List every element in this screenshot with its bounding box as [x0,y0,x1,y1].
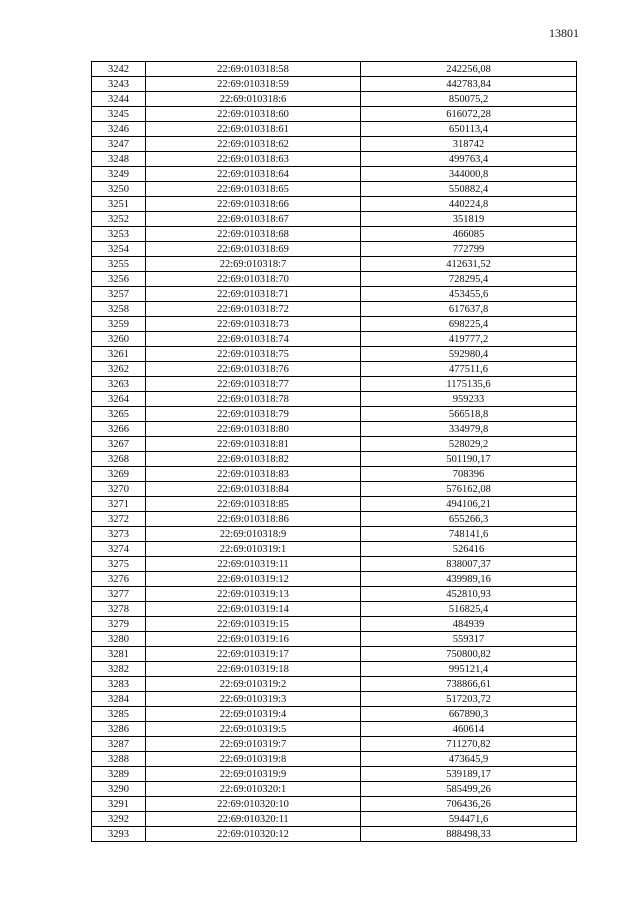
value-cell: 750800,82 [361,647,577,662]
cadastral-number-cell: 22:69:010318:60 [146,107,361,122]
cadastral-number-cell: 22:69:010319:8 [146,752,361,767]
cadastral-number-cell: 22:69:010318:59 [146,77,361,92]
table-row [92,527,577,542]
cadastral-number-cell: 22:69:010318:67 [146,212,361,227]
value-cell: 616072,28 [361,107,577,122]
row-number-cell: 3291 [92,797,146,812]
row-number-cell: 3258 [92,302,146,317]
cadastral-number-cell: 22:69:010318:9 [146,527,361,542]
table-row [92,752,577,767]
value-cell: 440224,8 [361,197,577,212]
cadastral-number-cell: 22:69:010319:2 [146,677,361,692]
table-row [92,302,577,317]
row-number-cell: 3286 [92,722,146,737]
table-row [92,677,577,692]
value-cell: 772799 [361,242,577,257]
value-cell: 592980,4 [361,347,577,362]
table-row [92,392,577,407]
value-cell: 550882,4 [361,182,577,197]
table-row [92,62,577,77]
cadastral-number-cell: 22:69:010318:81 [146,437,361,452]
cadastral-number-cell: 22:69:010318:72 [146,302,361,317]
row-number-cell: 3292 [92,812,146,827]
row-number-cell: 3284 [92,692,146,707]
row-number-cell: 3249 [92,167,146,182]
cadastral-number-cell: 22:69:010319:7 [146,737,361,752]
value-cell: 728295,4 [361,272,577,287]
cadastral-number-cell: 22:69:010318:71 [146,287,361,302]
cadastral-number-cell: 22:69:010318:73 [146,317,361,332]
row-number-cell: 3252 [92,212,146,227]
table-row [92,347,577,362]
value-cell: 344000,8 [361,167,577,182]
value-cell: 738866,61 [361,677,577,692]
value-cell: 526416 [361,542,577,557]
value-cell: 439989,16 [361,572,577,587]
value-cell: 516825,4 [361,602,577,617]
row-number-cell: 3281 [92,647,146,662]
row-number-cell: 3264 [92,392,146,407]
cadastral-number-cell: 22:69:010319:12 [146,572,361,587]
row-number-cell: 3275 [92,557,146,572]
row-number-cell: 3263 [92,377,146,392]
table-row [92,272,577,287]
cadastral-number-cell: 22:69:010318:66 [146,197,361,212]
value-cell: 585499,26 [361,782,577,797]
table-row [92,602,577,617]
cadastral-number-cell: 22:69:010318:68 [146,227,361,242]
value-cell: 494106,21 [361,497,577,512]
row-number-cell: 3282 [92,662,146,677]
row-number-cell: 3251 [92,197,146,212]
table-row [92,152,577,167]
row-number-cell: 3259 [92,317,146,332]
row-number-cell: 3257 [92,287,146,302]
cadastral-number-cell: 22:69:010319:1 [146,542,361,557]
table-row [92,107,577,122]
value-cell: 748141,6 [361,527,577,542]
table-row [92,662,577,677]
table-row [92,497,577,512]
table-row [92,317,577,332]
row-number-cell: 3256 [92,272,146,287]
cadastral-number-cell: 22:69:010318:86 [146,512,361,527]
value-cell: 473645,9 [361,752,577,767]
table-row [92,197,577,212]
table-row [92,182,577,197]
table-row [92,632,577,647]
table-row [92,287,577,302]
cadastral-number-cell: 22:69:010318:80 [146,422,361,437]
cadastral-number-cell: 22:69:010320:1 [146,782,361,797]
table-row [92,617,577,632]
table-row [92,737,577,752]
cadastral-number-cell: 22:69:010318:82 [146,452,361,467]
row-number-cell: 3255 [92,257,146,272]
value-cell: 477511,6 [361,362,577,377]
value-cell: 711270,82 [361,737,577,752]
cadastral-number-cell: 22:69:010318:83 [146,467,361,482]
cadastral-number-cell: 22:69:010318:77 [146,377,361,392]
value-cell: 517203,72 [361,692,577,707]
value-cell: 460614 [361,722,577,737]
value-cell: 995121,4 [361,662,577,677]
table-row [92,227,577,242]
value-cell: 499763,4 [361,152,577,167]
table-row [92,452,577,467]
table-row [92,437,577,452]
table-row [92,212,577,227]
cadastral-number-cell: 22:69:010319:11 [146,557,361,572]
value-cell: 351819 [361,212,577,227]
cadastral-number-cell: 22:69:010318:85 [146,497,361,512]
cadastral-number-cell: 22:69:010320:11 [146,812,361,827]
table-row [92,542,577,557]
cadastral-number-cell: 22:69:010319:13 [146,587,361,602]
value-cell: 318742 [361,137,577,152]
row-number-cell: 3248 [92,152,146,167]
value-cell: 466085 [361,227,577,242]
cadastral-number-cell: 22:69:010318:65 [146,182,361,197]
cadastral-number-cell: 22:69:010318:76 [146,362,361,377]
value-cell: 453455,6 [361,287,577,302]
row-number-cell: 3277 [92,587,146,602]
row-number-cell: 3253 [92,227,146,242]
row-number-cell: 3271 [92,497,146,512]
table-row [92,137,577,152]
table-row [92,407,577,422]
table-row [92,77,577,92]
row-number-cell: 3279 [92,617,146,632]
value-cell: 576162,08 [361,482,577,497]
value-cell: 484939 [361,617,577,632]
data-table [91,61,577,842]
table-row [92,92,577,107]
table-row [92,332,577,347]
cadastral-number-cell: 22:69:010318:62 [146,137,361,152]
row-number-cell: 3254 [92,242,146,257]
value-cell: 667890,3 [361,707,577,722]
value-cell: 888498,33 [361,827,577,842]
table-row [92,797,577,812]
row-number-cell: 3261 [92,347,146,362]
table-row [92,242,577,257]
table-row [92,512,577,527]
table-row [92,122,577,137]
row-number-cell: 3293 [92,827,146,842]
table-row [92,707,577,722]
value-cell: 412631,52 [361,257,577,272]
row-number-cell: 3268 [92,452,146,467]
table-row [92,557,577,572]
cadastral-number-cell: 22:69:010318:74 [146,332,361,347]
cadastral-number-cell: 22:69:010318:64 [146,167,361,182]
value-cell: 708396 [361,467,577,482]
row-number-cell: 3265 [92,407,146,422]
value-cell: 959233 [361,392,577,407]
cadastral-number-cell: 22:69:010318:58 [146,62,361,77]
value-cell: 528029,2 [361,437,577,452]
row-number-cell: 3288 [92,752,146,767]
cadastral-number-cell: 22:69:010318:6 [146,92,361,107]
row-number-cell: 3266 [92,422,146,437]
value-cell: 655266,3 [361,512,577,527]
cadastral-number-cell: 22:69:010319:15 [146,617,361,632]
row-number-cell: 3270 [92,482,146,497]
row-number-cell: 3243 [92,77,146,92]
row-number-cell: 3245 [92,107,146,122]
table-row [92,257,577,272]
value-cell: 242256,08 [361,62,577,77]
row-number-cell: 3244 [92,92,146,107]
cadastral-number-cell: 22:69:010319:4 [146,707,361,722]
cadastral-number-cell: 22:69:010318:63 [146,152,361,167]
row-number-cell: 3267 [92,437,146,452]
value-cell: 566518,8 [361,407,577,422]
cadastral-number-cell: 22:69:010318:79 [146,407,361,422]
row-number-cell: 3274 [92,542,146,557]
table-row [92,692,577,707]
table-row [92,422,577,437]
cadastral-number-cell: 22:69:010318:70 [146,272,361,287]
row-number-cell: 3289 [92,767,146,782]
cadastral-number-cell: 22:69:010319:16 [146,632,361,647]
cadastral-number-cell: 22:69:010318:7 [146,257,361,272]
table-row [92,722,577,737]
row-number-cell: 3283 [92,677,146,692]
table-row [92,812,577,827]
table-row [92,782,577,797]
table-row [92,377,577,392]
row-number-cell: 3269 [92,467,146,482]
cadastral-number-cell: 22:69:010320:10 [146,797,361,812]
row-number-cell: 3273 [92,527,146,542]
value-cell: 539189,17 [361,767,577,782]
page-number: 13801 [549,26,579,40]
cadastral-number-cell: 22:69:010318:84 [146,482,361,497]
value-cell: 1175135,6 [361,377,577,392]
table-row [92,647,577,662]
cadastral-number-cell: 22:69:010318:78 [146,392,361,407]
row-number-cell: 3250 [92,182,146,197]
cadastral-number-cell: 22:69:010319:9 [146,767,361,782]
table-row [92,467,577,482]
value-cell: 419777,2 [361,332,577,347]
row-number-cell: 3285 [92,707,146,722]
row-number-cell: 3242 [92,62,146,77]
value-cell: 698225,4 [361,317,577,332]
value-cell: 650113,4 [361,122,577,137]
table-row [92,767,577,782]
table-row [92,572,577,587]
cadastral-number-cell: 22:69:010318:61 [146,122,361,137]
row-number-cell: 3287 [92,737,146,752]
cadastral-number-cell: 22:69:010320:12 [146,827,361,842]
cadastral-number-cell: 22:69:010319:14 [146,602,361,617]
row-number-cell: 3290 [92,782,146,797]
cadastral-number-cell: 22:69:010319:17 [146,647,361,662]
value-cell: 838007,37 [361,557,577,572]
row-number-cell: 3280 [92,632,146,647]
value-cell: 594471,6 [361,812,577,827]
cadastral-number-cell: 22:69:010319:3 [146,692,361,707]
cadastral-number-cell: 22:69:010318:75 [146,347,361,362]
table-row [92,167,577,182]
value-cell: 442783,84 [361,77,577,92]
row-number-cell: 3260 [92,332,146,347]
value-cell: 617637,8 [361,302,577,317]
cadastral-number-cell: 22:69:010319:18 [146,662,361,677]
row-number-cell: 3272 [92,512,146,527]
table-row [92,587,577,602]
value-cell: 706436,26 [361,797,577,812]
cadastral-number-cell: 22:69:010318:69 [146,242,361,257]
row-number-cell: 3278 [92,602,146,617]
value-cell: 452810,93 [361,587,577,602]
row-number-cell: 3247 [92,137,146,152]
row-number-cell: 3276 [92,572,146,587]
cadastral-number-cell: 22:69:010319:5 [146,722,361,737]
value-cell: 559317 [361,632,577,647]
row-number-cell: 3262 [92,362,146,377]
value-cell: 501190,17 [361,452,577,467]
value-cell: 850075,2 [361,92,577,107]
table-row [92,362,577,377]
table-row [92,482,577,497]
row-number-cell: 3246 [92,122,146,137]
table-row [92,827,577,842]
value-cell: 334979,8 [361,422,577,437]
table-body [92,62,577,842]
